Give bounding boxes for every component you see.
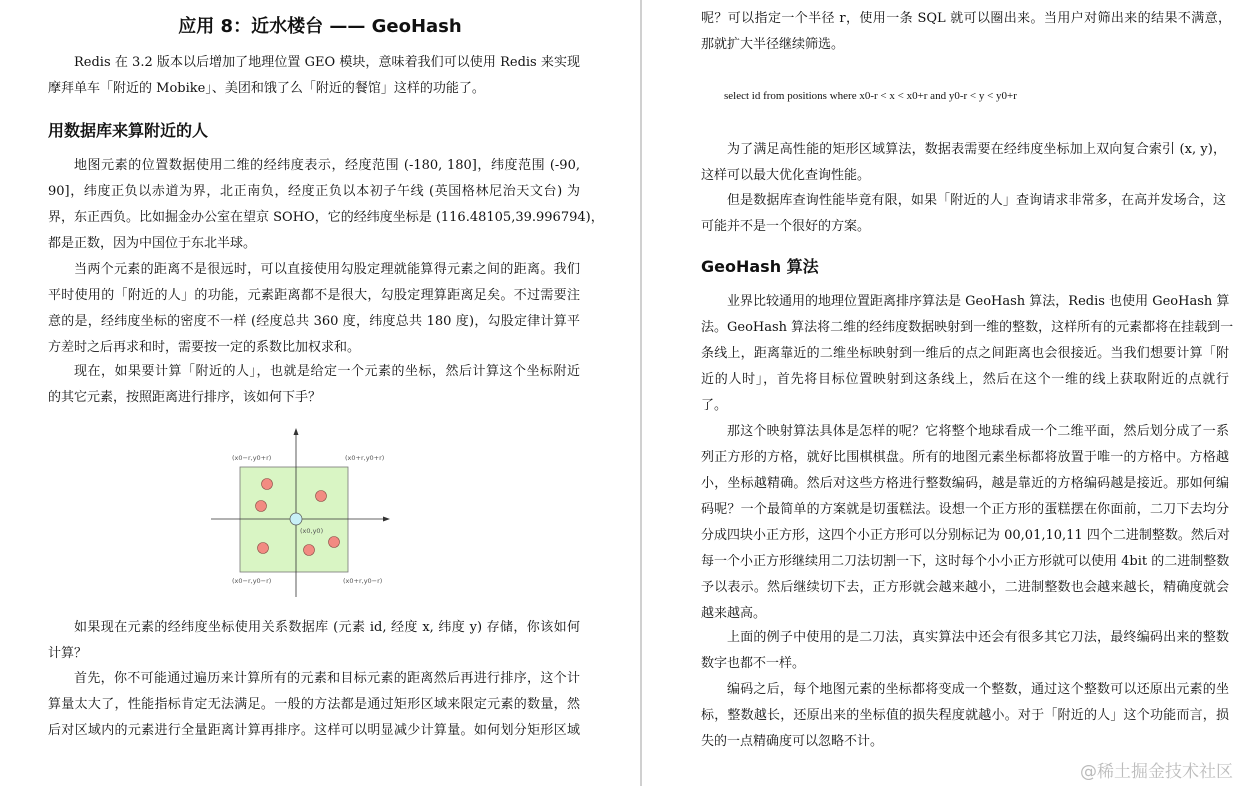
label-top-right: (x0+r,y0+r) (345, 454, 385, 462)
text-line: 这样可以最大优化查询性能。 (701, 168, 871, 183)
text-line: 失的一点精确度可以忽略不计。 (701, 734, 884, 749)
paragraph (701, 188, 1226, 240)
location-point (262, 479, 273, 490)
text-line: 算量太大了，性能指标肯定无法满足。一般的方法都是通过矩形区域来限定元素的数量，然 (48, 697, 580, 712)
text-line: 法。GeoHash 算法将二维的经纬度数据映射到一维的整数，这样所有的元素都将在挂载到一 (701, 320, 1234, 335)
x-axis-arrow (383, 517, 390, 522)
text-line: 那这个映射算法具体是怎样的呢？它将整个地球看成一个二维平面，然后划分成了一系 (727, 424, 1229, 439)
paragraph (48, 257, 580, 361)
paragraph (48, 359, 580, 411)
label-top-left: (x0−r,y0+r) (232, 454, 272, 462)
text-line: 地图元素的位置数据使用二维的经纬度表示，经度范围 (-180, 180]，纬度范围 (-90, (74, 158, 580, 173)
text-line: 可能并不是一个很好的方案。 (701, 219, 871, 234)
center-point (290, 513, 302, 525)
text-line: 都是正数，因为中国位于东北半球。 (48, 236, 257, 251)
text-line: 列正方形的方格，就好比围棋棋盘。所有的地图元素坐标都将放置于唯一的方格中。方格越 (701, 450, 1229, 465)
location-point (258, 543, 269, 554)
sql-code: select id from positions where x0-r < x < x0+r and y0-r < y < y0+r (724, 90, 1017, 102)
text-line: 业界比较通用的地理位置距离排序算法是 GeoHash 算法，Redis 也使用 GeoHash 算 (727, 294, 1230, 309)
paragraph (701, 625, 1229, 677)
text-line: 那就扩大半径继续筛选。 (701, 37, 845, 52)
text-line: 上面的例子中使用的是二刀法，真实算法中还会有很多其它刀法，最终编码出来的整数 (727, 630, 1229, 645)
text-line: 的其它元素，按照距离进行排序，该如何下手？ (48, 390, 322, 405)
text-line: 首先，你不可能通过遍历来计算所有的元素和目标元素的距离然后再进行排序，这个计 (74, 671, 580, 686)
text-line: 越来越高。 (701, 606, 767, 621)
text-line: 90]，纬度正负以赤道为界，北正南负，经度正负以本初子午线 (英国格林尼治天文台) 为 (48, 184, 580, 199)
label-bottom-right: (x0+r,y0−r) (343, 577, 383, 585)
paragraph (701, 419, 1229, 627)
text-line: 平时使用的「附近的人」的功能，元素距离都不是很大，勾股定理算距离足矣。不过需要注 (48, 288, 580, 303)
paragraph (701, 289, 1234, 419)
text-line: 数字也都不一样。 (701, 656, 806, 671)
text-line: 方差时之后再求和时，需要按一定的系数比加权求和。 (48, 340, 361, 355)
text-line: 条线上，距离靠近的二维坐标映射到一维后的点之间距离也会很接近。当我们想要计算「附 (701, 346, 1229, 361)
text-line: 码呢？一个最简单的方案就是切蛋糕法。设想一个正方形的蛋糕摆在你面前，二刀下去均分 (701, 502, 1229, 517)
label-center: (x0,y0) (300, 527, 324, 535)
text-line: 近的人时」，首先将目标位置映射到这条线上，然后在这个一维的线上获取附近的点就行 (701, 372, 1229, 387)
right-page (642, 0, 1248, 786)
section-heading: GeoHash 算法 (701, 257, 819, 276)
watermark: @稀土掘金技术社区 (1080, 762, 1233, 782)
paragraph (48, 666, 580, 744)
text-line: 予以表示。然后继续切下去，正方形就会越来越小，二进制整数也会越来越长，精确度就会 (701, 580, 1229, 595)
text-line: 小，坐标越精确。然后对这些方格进行整数编码，越是靠近的方格编码越是接近。那如何编 (701, 476, 1229, 491)
text-line: 呢？可以指定一个半径 r，使用一条 SQL 就可以圈出来。当用户对筛出来的结果不满意， (701, 11, 1231, 26)
text-line: 分成四块小正方形，这四个小正方形可以分别标记为 00,01,10,11 四个二进制整数。然后对 (701, 528, 1230, 543)
chapter-title: 应用 8：近水楼台 —— GeoHash (178, 16, 462, 37)
text-line: 了。 (701, 398, 728, 413)
paragraph (48, 153, 604, 257)
location-point (316, 491, 327, 502)
text-line: 意的是，经纬度坐标的密度不一样 (经度总共 360 度，纬度总共 180 度)，勾股定律计算平 (48, 314, 580, 329)
bounding-box-diagram (200, 420, 400, 605)
text-line: 后对区域内的元素进行全量距离计算再排序。这样可以明显减少计算量。如何划分矩形区域 (48, 723, 580, 738)
paragraph (48, 615, 580, 667)
text-line: 编码之后，每个地图元素的坐标都将变成一个整数，通过这个整数可以还原出元素的坐 (727, 682, 1229, 697)
text-line: 但是数据库查询性能毕竟有限，如果「附近的人」查询请求非常多，在高并发场合，这 (727, 193, 1226, 208)
paragraph (701, 677, 1229, 755)
location-point (256, 501, 267, 512)
text-line: 摩拜单车「附近的 Mobike」、美团和饿了么「附近的餐馆」这样的功能了。 (48, 81, 485, 96)
text-line: 为了满足高性能的矩形区域算法，数据表需要在经纬度坐标加上双向复合索引 (x, y)， (727, 142, 1226, 157)
paragraph (48, 50, 580, 102)
y-axis-arrow (294, 428, 299, 435)
text-line: 界，东正西负。比如掘金办公室在望京 SOHO，它的经纬度坐标是 (116.48105,39.996794)， (48, 210, 604, 225)
location-point (329, 537, 340, 548)
text-line: 现在，如果要计算「附近的人」，也就是给定一个元素的坐标，然后计算这个坐标附近 (74, 364, 580, 379)
paragraph (701, 6, 1231, 58)
text-line: 标，整数越长，还原出来的坐标值的损失程度就越小。对于「附近的人」这个功能而言，损 (701, 708, 1229, 723)
text-line: 计算？ (48, 646, 88, 661)
text-line: 每一个小正方形继续用二刀法切割一下，这时每个小小正方形就可以使用 4bit 的二进制整数 (701, 554, 1230, 569)
location-point (304, 545, 315, 556)
text-line: Redis 在 3.2 版本以后增加了地理位置 GEO 模块，意味着我们可以使用 Redis 来实现 (74, 55, 580, 70)
text-line: 当两个元素的距离不是很远时，可以直接使用勾股定理就能算得元素之间的距离。我们 (74, 262, 580, 277)
label-bottom-left: (x0−r,y0−r) (232, 577, 272, 585)
paragraph (701, 137, 1226, 189)
section-heading: 用数据库来算附近的人 (48, 121, 209, 140)
text-line: 如果现在元素的经纬度坐标使用关系数据库 (元素 id, 经度 x, 纬度 y) 存储，你该如何 (74, 620, 580, 635)
